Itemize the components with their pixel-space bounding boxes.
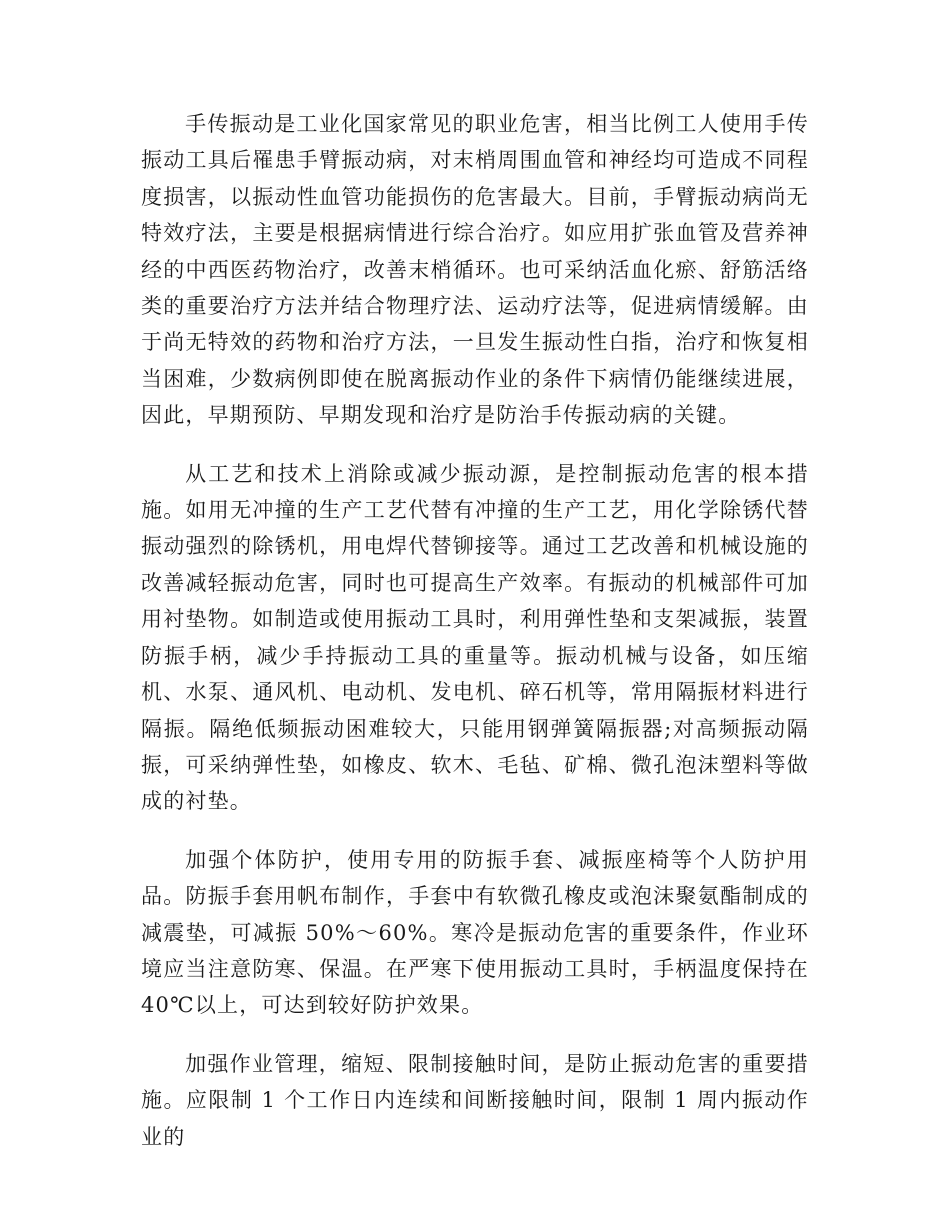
document-body	[141, 106, 809, 1155]
paragraph-work-management: 加强作业管理，缩短、限制接触时间，是防止振动危害的重要措施。应限制 1 个工作日内连续和间断接触时间，限制 1 周内振动作业的	[141, 1051, 809, 1149]
paragraph-hand-vibration-overview: 手传振动是工业化国家常见的职业危害，相当比例工人使用手传振动工具后罹患手臂振动病，对末梢周围血管和神经均可造成不同程度损害，以振动性血管功能损伤的危害最大。目前，手臂振动病尚无特效疗法，主要是根据病情进行综合治疗。如应用扩张血管及营养神经的中西医药物治疗，改善末梢循环。也可采纳活血化瘀、舒筋活络类的重要治疗方法并结合物理疗法、运动疗法等，促进病情缓解。由于尚无特效的药物和治疗方法，一旦发生振动性白指，治疗和恢复相当困难，少数病例即使在脱离振动作业的条件下病情仍能继续进展，因此，早期预防、早期发现和治疗是防治手传振动病的关键。	[141, 112, 809, 428]
paragraph-personal-protection: 加强个体防护，使用专用的防振手套、减振座椅等个人防护用品。防振手套用帆布制作，手套中有软微孔橡皮或泡沫聚氨酯制成的减震垫，可减振 50%～60%。寒冷是振动危害的重要条件，作业环境应当注意防寒、保温。在严寒下使用振动工具时，手柄温度保持在 40℃以上，可达到较好防护效果。	[141, 847, 809, 1018]
paragraph-vibration-source-control: 从工艺和技术上消除或减少振动源，是控制振动危害的根本措施。如用无冲撞的生产工艺代替有冲撞的生产工艺，用化学除锈代替振动强烈的除锈机，用电焊代替铆接等。通过工艺改善和机械设施的改善减轻振动危害，同时也可提高生产效率。有振动的机械部件可加用衬垫物。如制造或使用振动工具时，利用弹性垫和支架减振，装置防振手柄，减少手持振动工具的重量等。振动机械与设备，如压缩机、水泵、通风机、电动机、发电机、碎石机等，常用隔振材料进行隔振。隔绝低频振动困难较大，只能用钢弹簧隔振器;对高频振动隔振，可采纳弹性垫，如橡皮、软木、毛毡、矿棉、微孔泡沫塑料等做成的衬垫。	[141, 461, 809, 814]
